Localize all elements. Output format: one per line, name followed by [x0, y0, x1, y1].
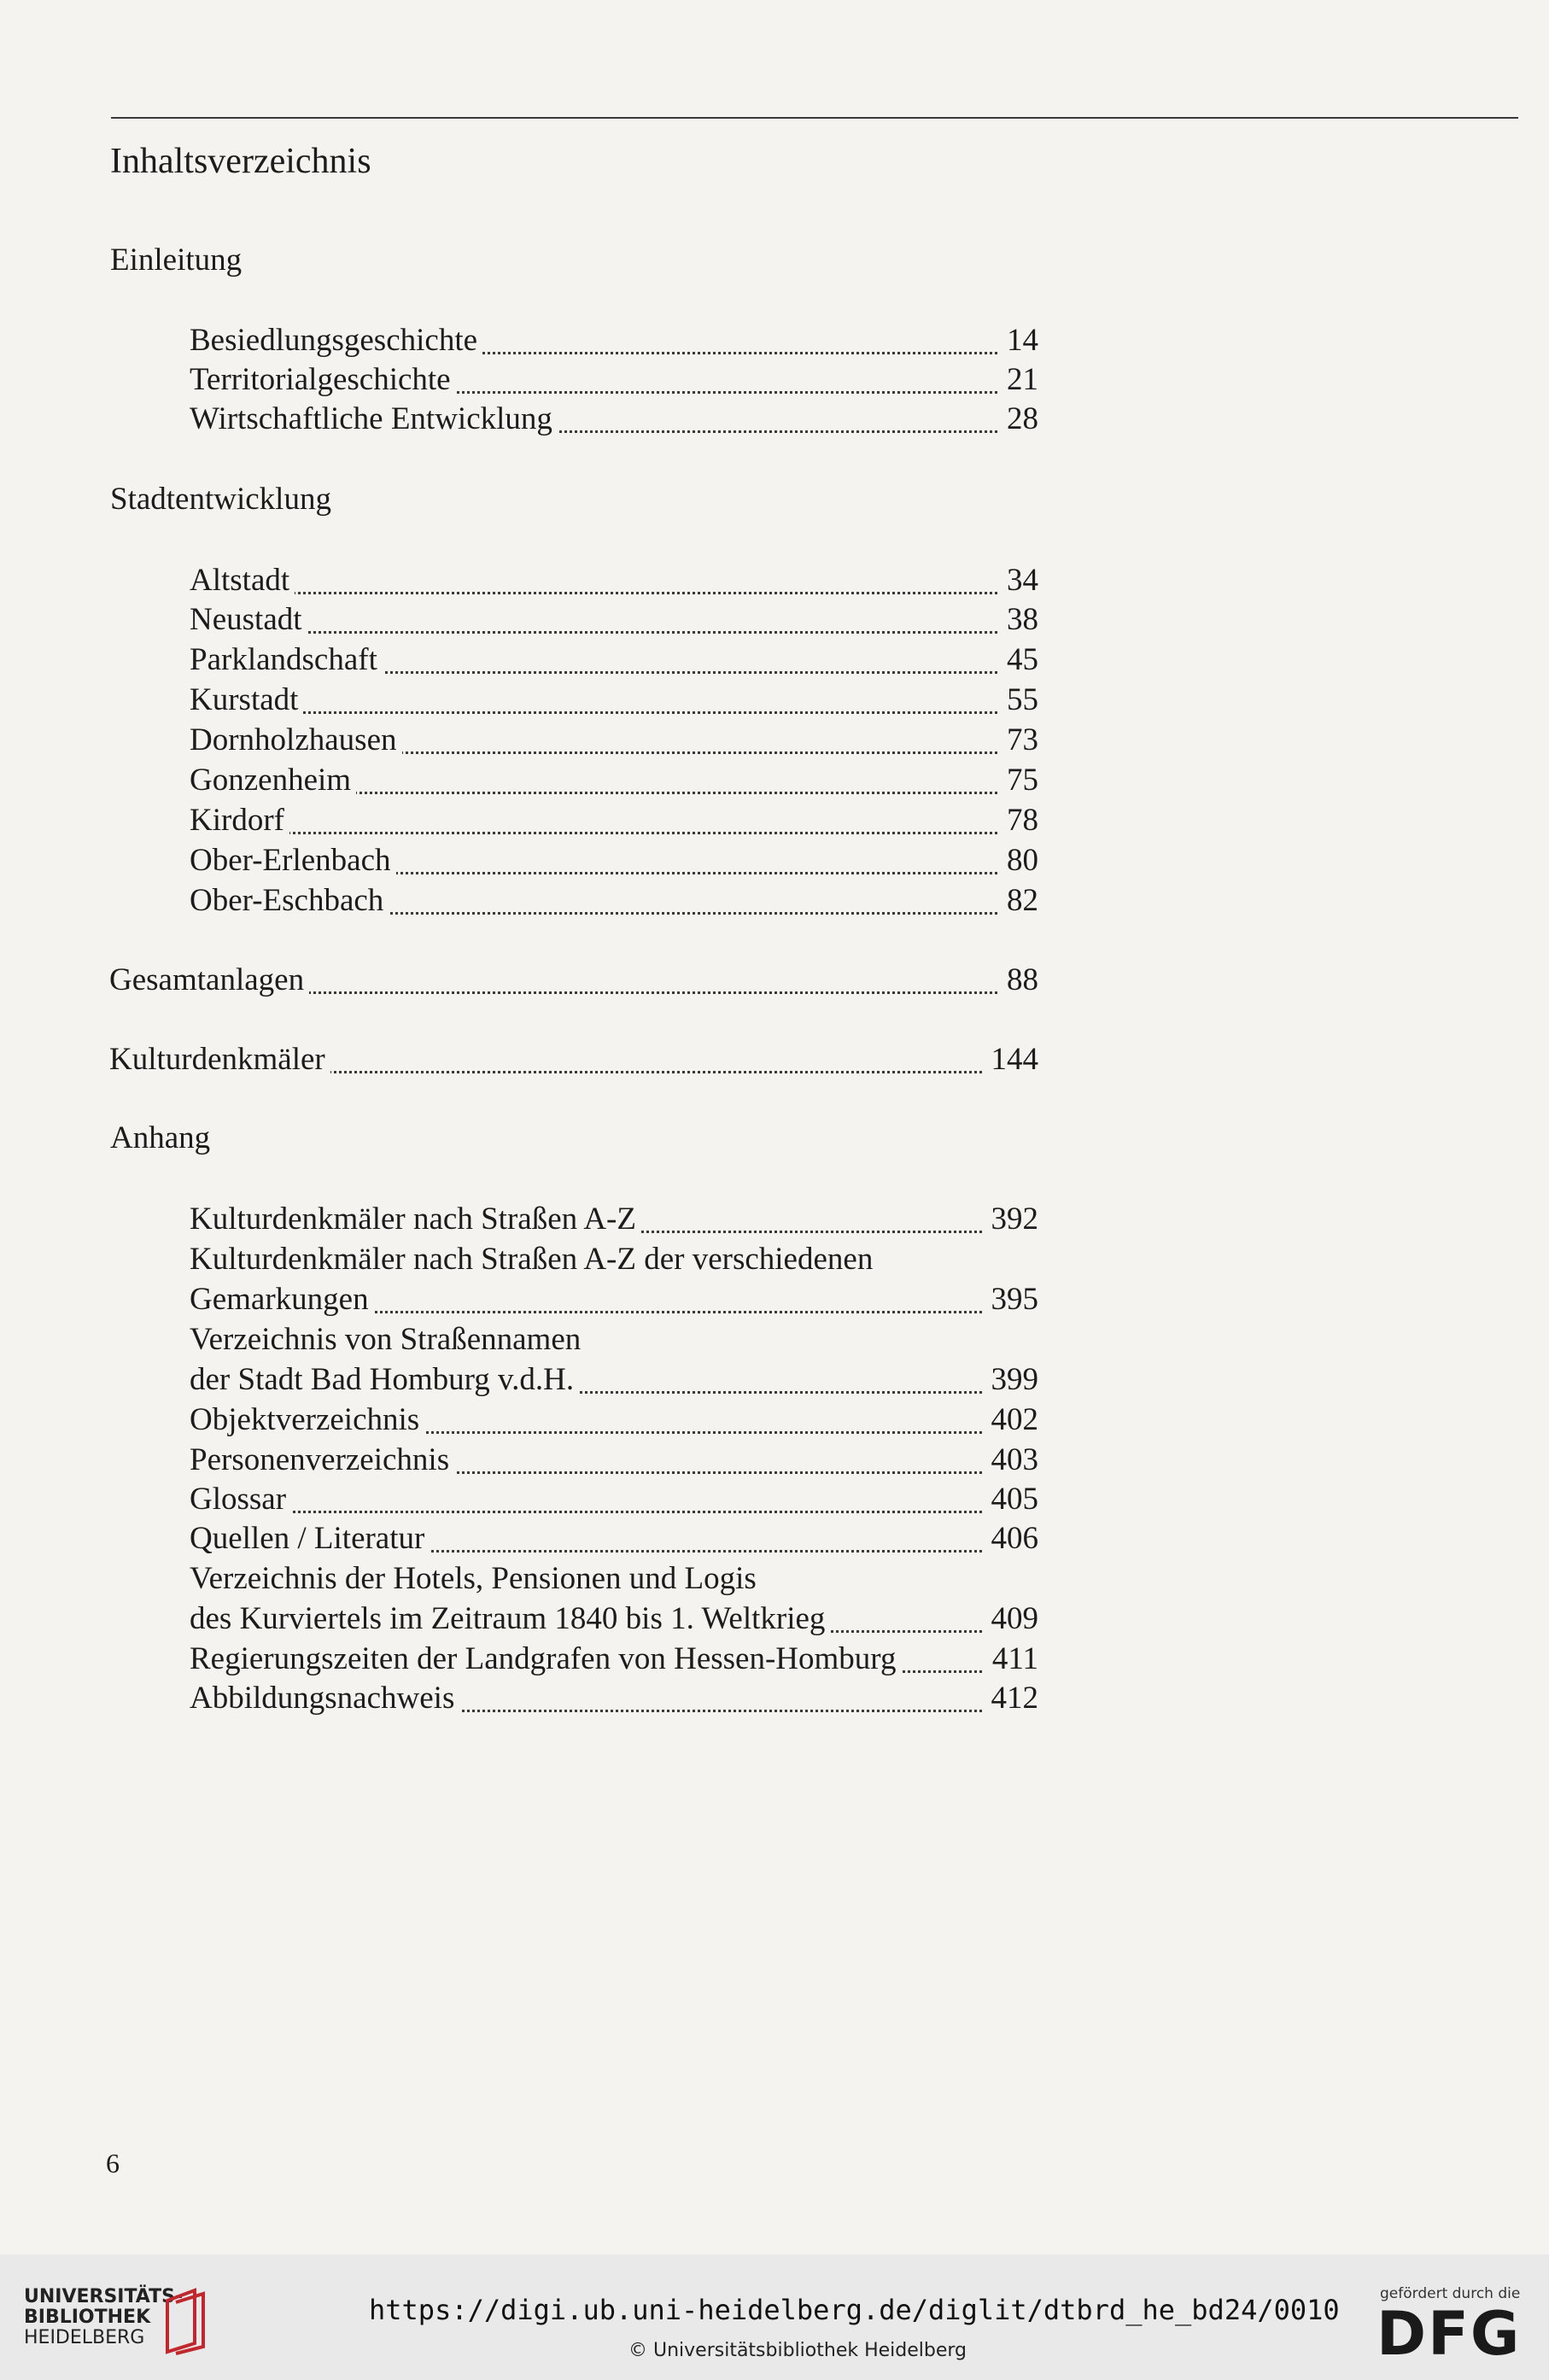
toc-entry: [190, 761, 1038, 800]
toc-entry-kulturdenkmaeler: [109, 1040, 1038, 1079]
toc-page: 55: [998, 681, 1038, 720]
toc-page: 82: [998, 881, 1038, 921]
toc-entry-line: Verzeichnis von Straßennamen: [190, 1322, 582, 1357]
toc-entry: [190, 321, 1038, 360]
toc-label: Parklandschaft: [190, 640, 383, 680]
copyright-text: © Universitätsbibliothek Heidelberg: [628, 2340, 967, 2361]
toc-label: Neustadt: [190, 600, 307, 640]
toc-entry: [190, 600, 1038, 640]
toc-page: 14: [998, 321, 1038, 360]
toc-label: Besiedlungsgeschichte: [190, 321, 482, 360]
section-anhang: Anhang: [110, 1120, 211, 1155]
dfg-logo: DFG: [1377, 2299, 1522, 2369]
toc-label: Kulturdenkmäler: [109, 1040, 330, 1079]
toc-entry: [190, 1360, 1038, 1400]
toc-page: 88: [998, 961, 1038, 1000]
toc-page: 78: [998, 801, 1038, 840]
toc-page: 34: [998, 561, 1038, 600]
page-title: Inhaltsverzeichnis: [110, 142, 371, 181]
funding-label: gefördert durch die: [1380, 2285, 1521, 2302]
toc-page: 411: [984, 1640, 1038, 1679]
toc-entry: [190, 1280, 1038, 1319]
toc-page: 405: [983, 1480, 1039, 1519]
toc-entry: [190, 681, 1038, 720]
toc-label: Wirtschaftliche Entwicklung: [190, 400, 558, 439]
toc-page: 403: [983, 1441, 1039, 1480]
toc-label: Personenverzeichnis: [190, 1441, 454, 1480]
source-url-link[interactable]: https://digi.ub.uni-heidelberg.de/diglit/dtbrd_he_bd24/0010: [369, 2294, 1340, 2326]
logo-text: BIBLIOTHEK: [24, 2307, 151, 2328]
footer-bar: [0, 2254, 1549, 2380]
section-einleitung: Einleitung: [110, 243, 243, 278]
toc-label: der Stadt Bad Homburg v.d.H.: [190, 1360, 579, 1400]
toc-page: 399: [983, 1360, 1039, 1400]
toc-entry: [190, 1441, 1038, 1480]
toc-label: Altstadt: [190, 561, 295, 600]
toc-entry: [190, 1401, 1038, 1440]
toc-label: Objektverzeichnis: [190, 1401, 424, 1440]
toc-entry: [190, 1599, 1038, 1639]
toc-label: Gonzenheim: [190, 761, 356, 800]
toc-entry-line: Verzeichnis der Hotels, Pensionen und Logis: [190, 1561, 757, 1596]
toc-page: 45: [998, 640, 1038, 680]
toc-page: 28: [998, 400, 1038, 439]
toc-entry: [190, 721, 1038, 760]
toc-label: Kirdorf: [190, 801, 289, 840]
toc-label: Gemarkungen: [190, 1280, 374, 1319]
toc-entry: [190, 801, 1038, 840]
toc-entry-line: Kulturdenkmäler nach Straßen A-Z der verschiedenen: [190, 1242, 874, 1277]
toc-label: Ober-Eschbach: [190, 881, 389, 921]
toc-label: des Kurviertels im Zeitraum 1840 bis 1. Weltkrieg: [190, 1599, 830, 1639]
toc-page: 144: [983, 1040, 1039, 1079]
toc-entry: [190, 881, 1038, 921]
section-stadtentwicklung: Stadtentwicklung: [110, 482, 331, 517]
toc-entry: [190, 1200, 1038, 1239]
toc-entry: [190, 640, 1038, 680]
logo-text: UNIVERSITÄTS-: [24, 2286, 184, 2307]
toc-page: 412: [983, 1679, 1039, 1718]
toc-label: Abbildungsnachweis: [190, 1679, 459, 1718]
logo-text: HEIDELBERG: [24, 2327, 145, 2348]
toc-page: 38: [998, 600, 1038, 640]
toc-entry: [190, 561, 1038, 600]
toc-entry: [190, 1640, 1038, 1679]
toc-page: 392: [983, 1200, 1039, 1239]
toc-label: Quellen / Literatur: [190, 1519, 430, 1558]
page-number: 6: [106, 2148, 120, 2178]
toc-entry: [190, 400, 1038, 439]
toc-page: 395: [983, 1280, 1039, 1319]
toc-page: 409: [983, 1599, 1039, 1639]
library-book-icon: [161, 2284, 215, 2355]
toc-page: 406: [983, 1519, 1039, 1558]
toc-page: 21: [998, 360, 1038, 400]
toc-entry-gesamtanlagen: [109, 961, 1038, 1000]
toc-label: Regierungszeiten der Landgrafen von Hessen-Homburg: [190, 1640, 901, 1679]
toc-label: Dornholzhausen: [190, 721, 402, 760]
toc-entry: [190, 1679, 1038, 1718]
ub-heidelberg-logo: [24, 2287, 183, 2348]
toc-label: Glossar: [190, 1480, 291, 1519]
toc-entry: [190, 360, 1038, 400]
toc-entry: [190, 1480, 1038, 1519]
toc-entry: [190, 1519, 1038, 1558]
toc-label: Territorialgeschichte: [190, 360, 456, 400]
toc-page: 402: [983, 1401, 1039, 1440]
toc-label: Gesamtanlagen: [109, 961, 309, 1000]
toc-page: 80: [998, 841, 1038, 880]
toc-entry: [190, 841, 1038, 880]
header-rule: [111, 117, 1518, 119]
toc-label: Kurstadt: [190, 681, 303, 720]
toc-page: 75: [998, 761, 1038, 800]
toc-page: 73: [998, 721, 1038, 760]
toc-label: Ober-Erlenbach: [190, 841, 396, 880]
toc-label: Kulturdenkmäler nach Straßen A-Z: [190, 1200, 641, 1239]
